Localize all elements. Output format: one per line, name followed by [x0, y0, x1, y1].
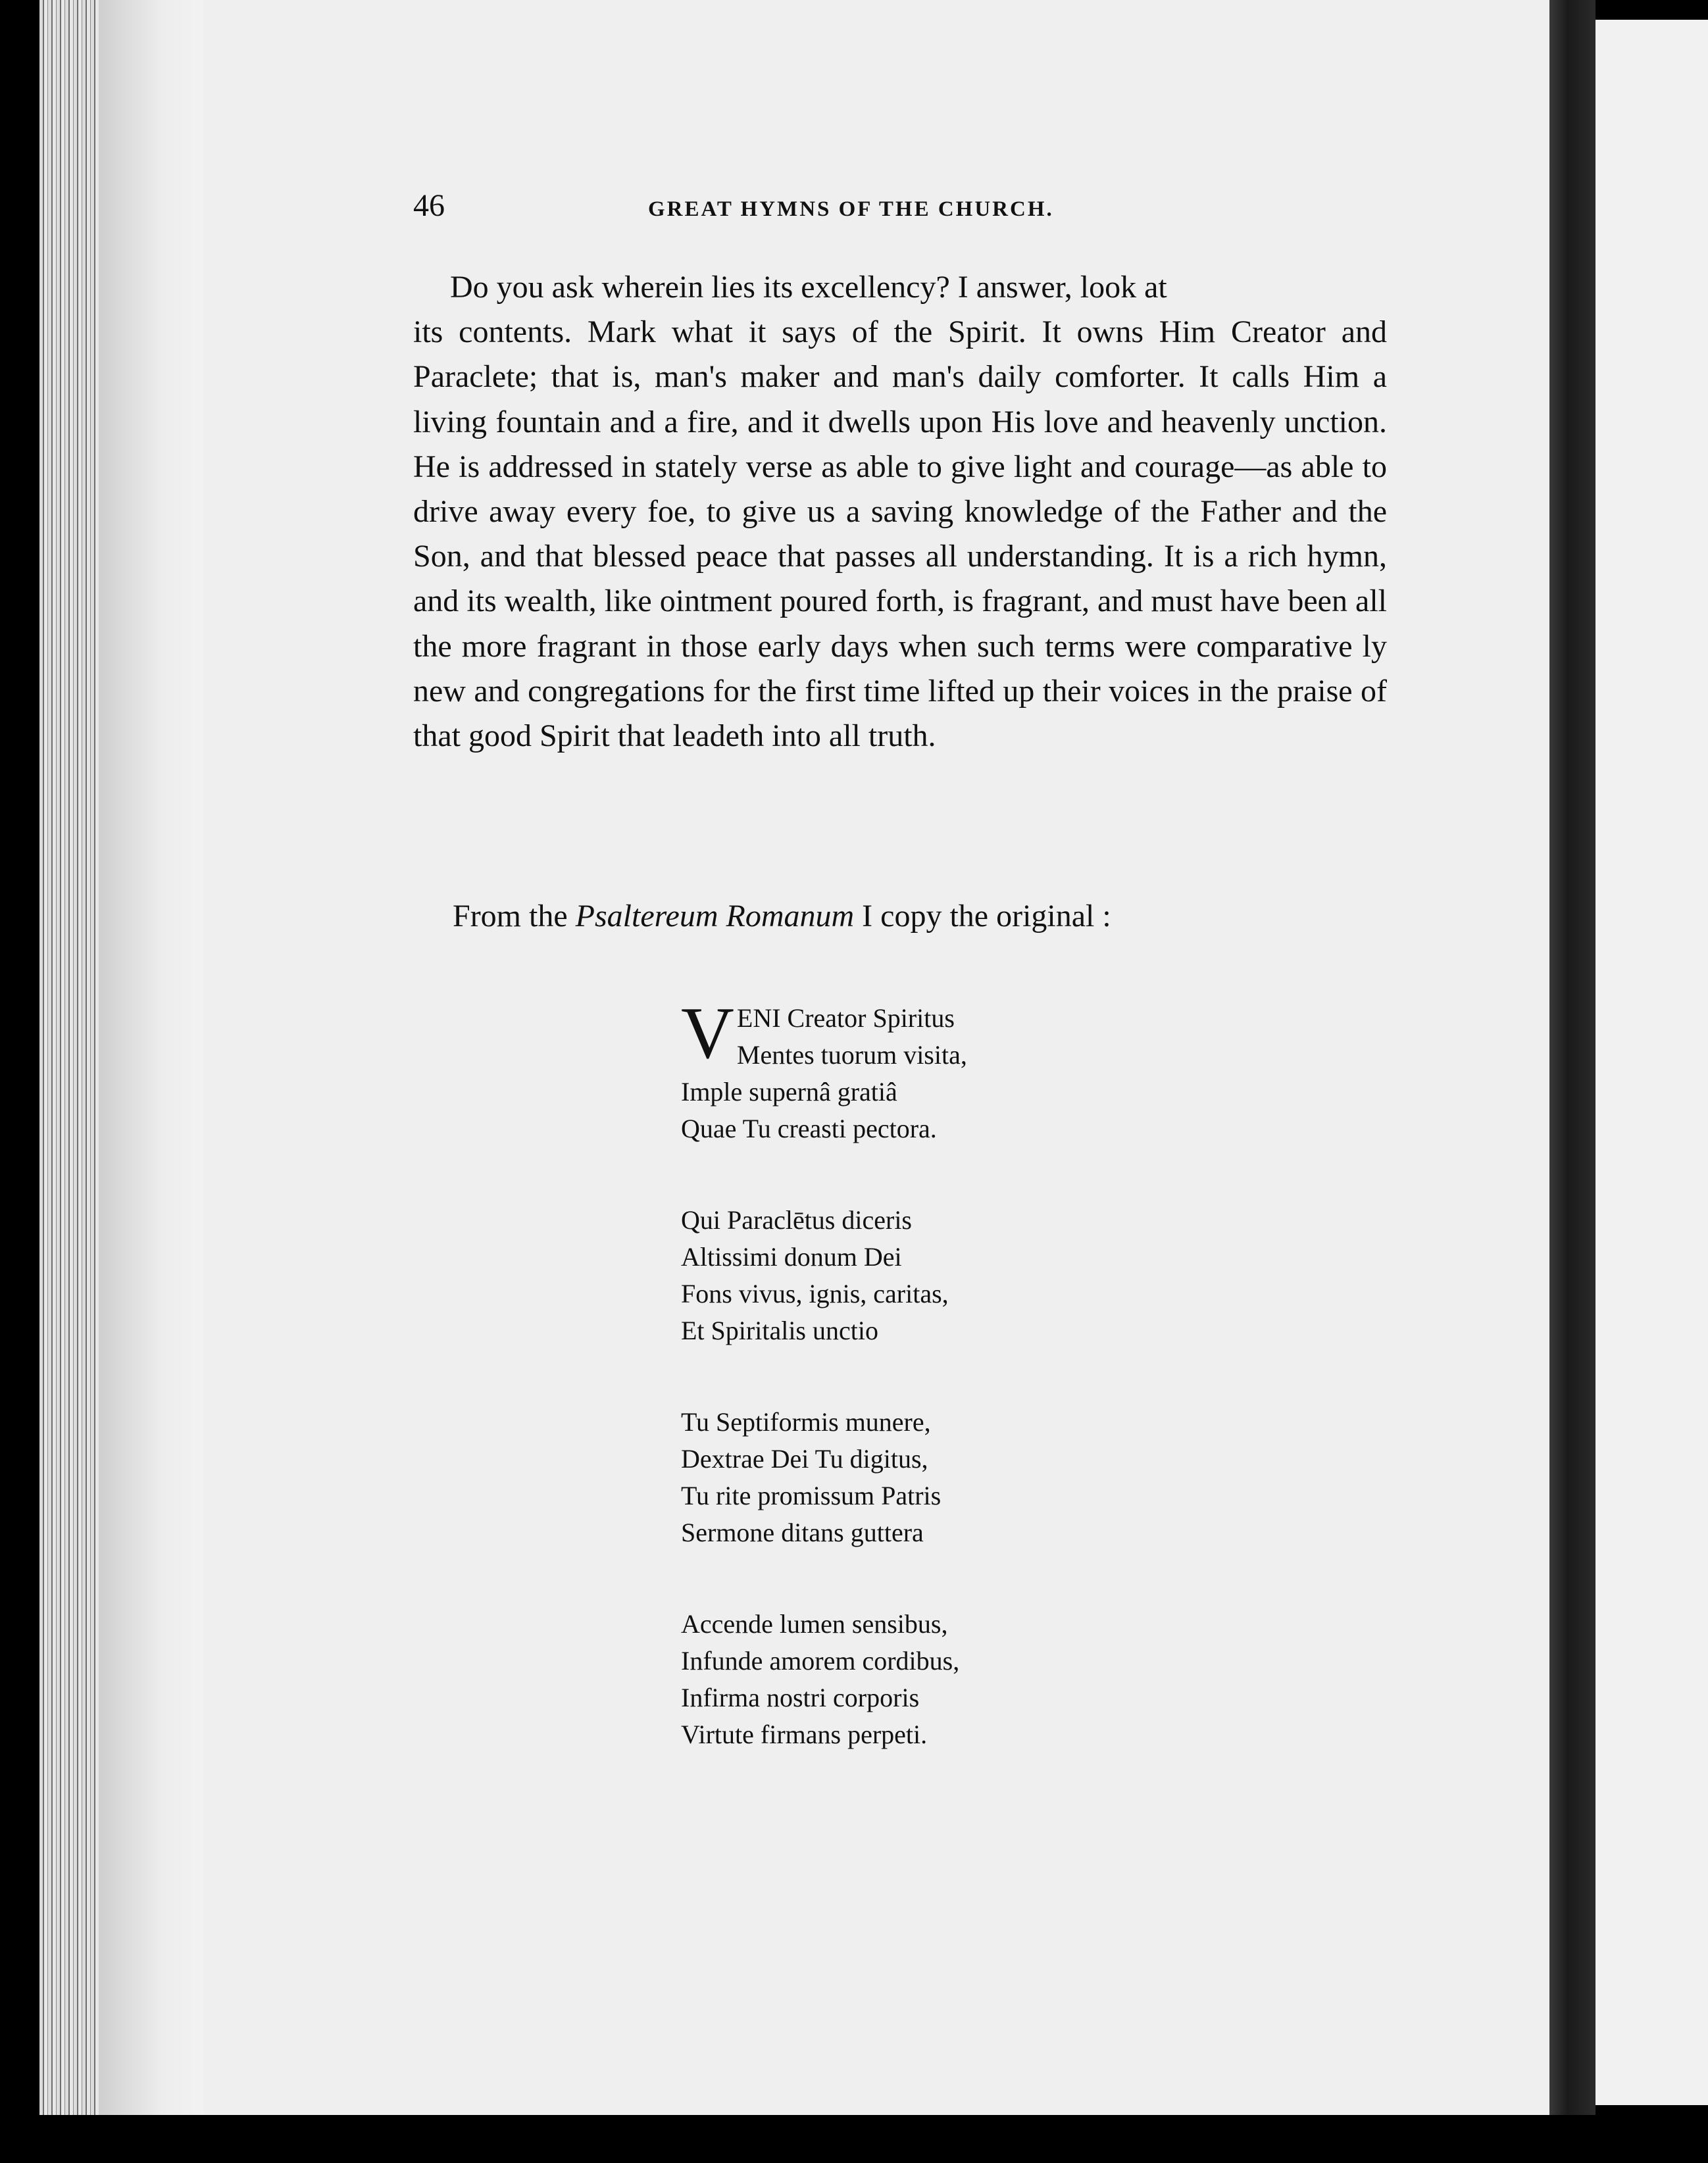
hymn-stanza-2 [681, 1202, 949, 1349]
paragraph-body: its contents. Mark what it says of the Spirit. It owns Him Creator and Paraclete; that is, man's maker and man's daily comforter. It calls Him a living fountain and a fire, and it dwells upon His love and heavenly unction. He is addressed in stately verse as able to give light and courage—as able to drive away every foe, to give us a saving knowledge of the Father and the Son, and that blessed peace that passes all understanding. It is a rich hymn, and its wealth, like ointment poured forth, is fragrant, and must have been all the more fragrant in those early days when such terms were comparative ly new and congregations for the first time lifted up their voices in the praise of that good Spirit that leadeth into all truth. [413, 314, 1387, 754]
hymn-line: Dextrae Dei Tu digitus, [681, 1444, 928, 1474]
hymn-line: ENI Creator Spiritus [736, 1003, 955, 1033]
intro-after: I copy the original : [862, 899, 1111, 933]
hymn-line: Virtute firmans perpeti. [681, 1720, 928, 1749]
hymn-intro [453, 898, 1111, 934]
hymn-line: Et Spiritalis unctio [681, 1316, 878, 1345]
hymn-stanza-4 [681, 1606, 959, 1753]
intro-before: From the [453, 899, 568, 933]
hymn-line: Imple supernâ gratiâ [681, 1077, 897, 1106]
hymn-line: Infirma nostri corporis [681, 1683, 920, 1712]
facing-page-edge [1595, 20, 1708, 2105]
hymn-line: Qui Paraclētus diceris [681, 1205, 912, 1235]
hymn-stanza-1 [681, 993, 967, 1147]
hymn-line: Mentes tuorum visita, [736, 1040, 967, 1070]
intro-source-title: Psaltereum Romanum [575, 899, 855, 933]
paragraph-first-line: Do you ask wherein lies its excellency? I answer, look at [450, 270, 1167, 305]
page-number: 46 [413, 188, 445, 223]
hymn-line: Altissimi donum Dei [681, 1242, 902, 1272]
hymn-line: Infunde amorem cordibus, [681, 1646, 960, 1676]
hymn-line: Accende lumen sensibus, [681, 1609, 948, 1639]
hymn-line: Sermone ditans guttera [681, 1518, 924, 1547]
book-gutter [1549, 0, 1595, 2115]
hymn-line: Quae Tu creasti pectora. [681, 1114, 937, 1143]
hymn-line: Tu Septiformis munere, [681, 1407, 931, 1437]
page-edges-shadow [99, 0, 204, 2115]
hymn-line: Fons vivus, ignis, caritas, [681, 1279, 949, 1308]
running-title: GREAT HYMNS OF THE CHURCH. [648, 197, 1054, 221]
body-paragraph [413, 265, 1387, 758]
hymn-stanza-3 [681, 1404, 941, 1551]
drop-cap: V [681, 993, 734, 1074]
hymn-line: Tu rite promissum Patris [681, 1481, 942, 1510]
